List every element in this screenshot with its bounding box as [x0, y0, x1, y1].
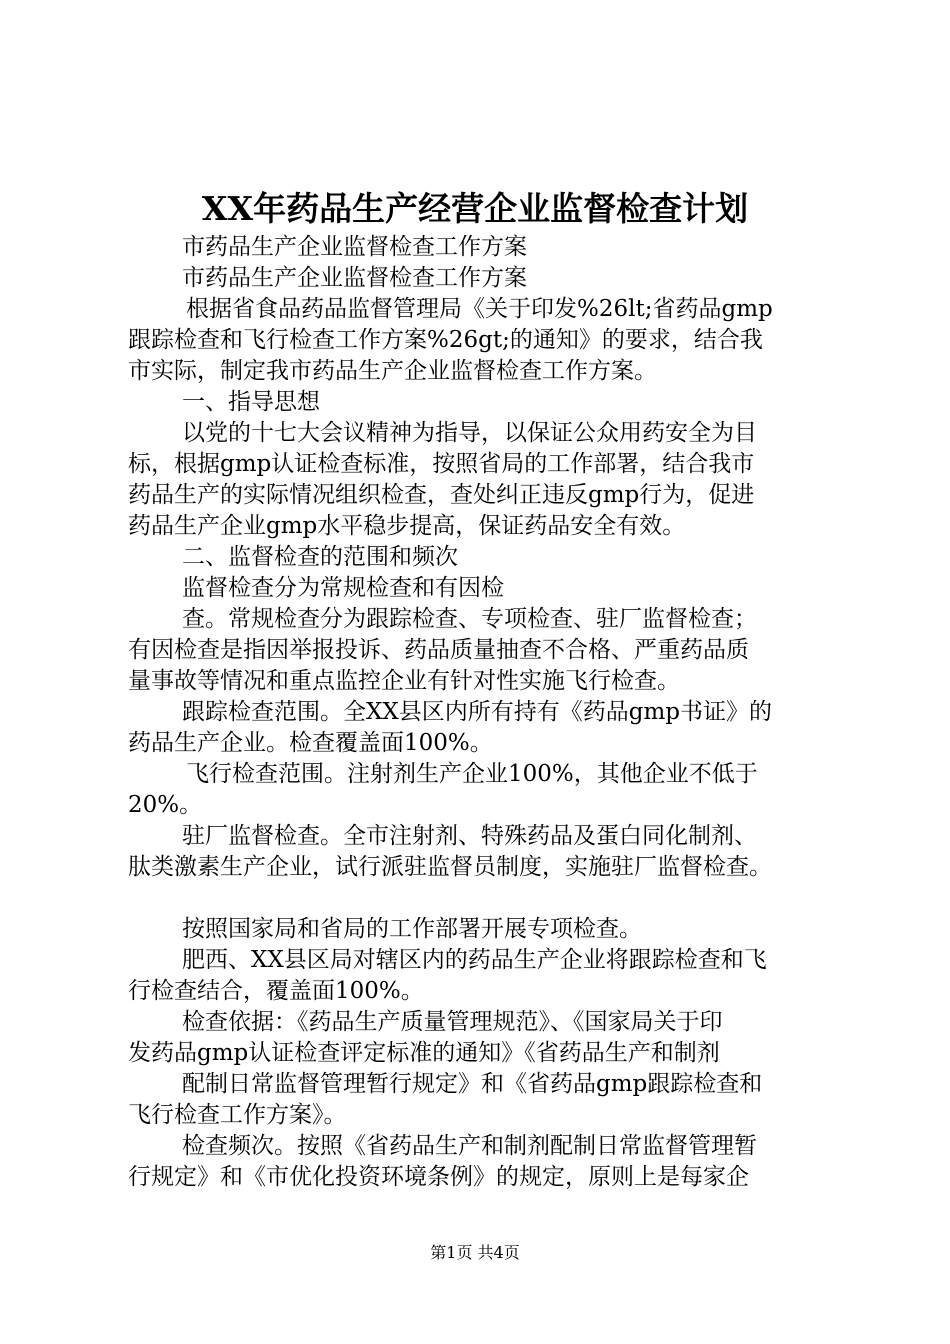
- paragraph-line: 检查频次。按照《省药品生产和制剂配制日常监督管理暂: [182, 1133, 757, 1159]
- blank-line: [128, 883, 833, 914]
- section-heading: 二、监督检查的范围和频次: [182, 544, 458, 570]
- paragraph-line: 药品生产的实际情况组织检查，查处纠正违反gmp行为，促进: [128, 482, 755, 508]
- paragraph-line: 药品生产企业gmp水平稳步提高，保证药品安全有效。: [128, 513, 686, 539]
- paragraph-line: 药品生产企业。检查覆盖面100%。: [128, 730, 493, 756]
- paragraph-line: 肥西、XX县区局对辖区内的药品生产企业将跟踪检查和飞: [182, 947, 767, 973]
- paragraph-line: 监督检查分为常规检查和有因检: [182, 575, 504, 601]
- paragraph-line: 飞行检查范围。注射剂生产企业100%，其他企业不低于: [186, 761, 758, 787]
- document-body: [128, 232, 833, 1193]
- paragraph-line: 配制日常监督管理暂行规定》和《省药品gmp跟踪检查和: [182, 1071, 763, 1097]
- paragraph-line: 市实际，制定我市药品生产企业监督检查工作方案。: [128, 358, 657, 384]
- paragraph-line: 跟踪检查范围。全XX县区内所有持有《药品gmp书证》的: [182, 699, 773, 725]
- paragraph-line: 标，根据gmp认证检查标准，按照省局的工作部署，结合我市: [128, 451, 755, 477]
- paragraph-line: 20%。: [128, 792, 203, 818]
- document-title: XX年药品生产经营企业监督检查计划: [201, 189, 749, 228]
- paragraph-line: 跟踪检查和飞行检查工作方案%26gt;的通知》的要求，结合我: [128, 327, 763, 353]
- paragraph-line: 查。常规检查分为跟踪检查、专项检查、驻厂监督检查；: [182, 606, 757, 632]
- paragraph-line: 检查依据：《药品生产质量管理规范》、《国家局关于印: [182, 1009, 723, 1035]
- paragraph-line: 有因检查是指因举报投诉、药品质量抽查不合格、严重药品质: [128, 637, 749, 663]
- paragraph-line: 量事故等情况和重点监控企业有针对性实施飞行检查。: [128, 668, 680, 694]
- paragraph-line: 驻厂监督检查。全市注射剂、特殊药品及蛋白同化制剂、: [182, 823, 757, 849]
- paragraph-line: 行规定》和《市优化投资环境条例》的规定，原则上是每家企: [128, 1164, 749, 1190]
- page-footer: 第1页 共4页: [430, 1243, 520, 1262]
- paragraph-line: 飞行检查工作方案》。: [128, 1102, 347, 1128]
- section-heading: 一、指导思想: [182, 389, 320, 415]
- paragraph-line: 肽类激素生产企业，试行派驻监督员制度，实施驻厂监督检查。: [128, 854, 772, 880]
- paragraph-line: 发药品gmp认证检查评定标准的通知》《省药品生产和制剂: [128, 1040, 720, 1066]
- paragraph-line: 按照国家局和省局的工作部署开展专项检查。: [182, 916, 642, 942]
- paragraph-line: 以党的十七大会议精神为指导，以保证公众用药安全为目: [182, 420, 757, 446]
- paragraph-line: 根据省食品药品监督管理局《关于印发%26lt;省药品gmp: [186, 296, 773, 322]
- paragraph-line: 市药品生产企业监督检查工作方案: [182, 265, 527, 291]
- paragraph-line: 行检查结合，覆盖面100%。: [128, 978, 424, 1004]
- paragraph-line: 市药品生产企业监督检查工作方案: [182, 234, 527, 260]
